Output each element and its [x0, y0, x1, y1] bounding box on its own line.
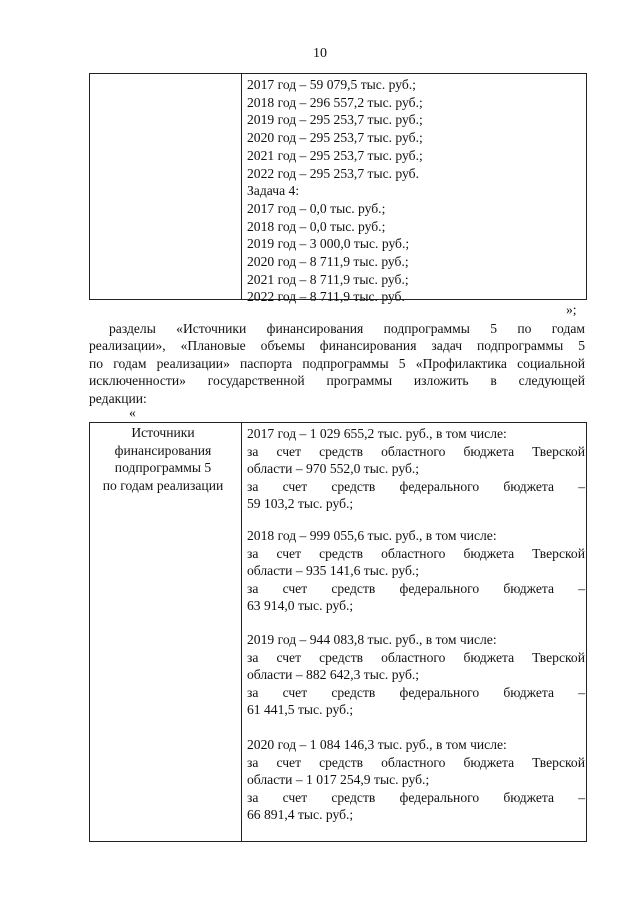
- federal-budget-amount: 66 891,4 тыс. руб.;: [247, 807, 354, 823]
- table-line: 2020 год – 8 711,9 тыс. руб.;: [247, 254, 409, 270]
- paragraph-line: разделы «Источники финансирования подпрограммы 5 по годам: [109, 321, 585, 336]
- table-line: 2021 год – 295 253,7 тыс. руб.;: [247, 147, 423, 163]
- table-line: 2022 год – 8 711,9 тыс. руб.: [247, 289, 405, 305]
- federal-budget-line: за счет средств федерального бюджета –: [247, 789, 585, 805]
- year-total: 2017 год – 1 029 655,2 тыс. руб., в том числе:: [247, 426, 507, 441]
- regional-budget-amount: области – 882 642,3 тыс. руб.;: [247, 667, 420, 683]
- paragraph-line: реализации», «Плановые объемы финансирования задач подпрограммы 5: [89, 338, 585, 354]
- year-block-2017: [247, 425, 585, 513]
- top-table-values: [247, 76, 423, 306]
- federal-budget-amount: 63 914,0 тыс. руб.;: [247, 598, 354, 614]
- body-paragraph: [89, 320, 585, 407]
- federal-budget-line: за счет средств федерального бюджета –: [247, 684, 585, 700]
- year-block-2020: [247, 736, 585, 824]
- table-line: 2021 год – 8 711,9 тыс. руб.;: [247, 271, 409, 287]
- year-total: 2018 год – 999 055,6 тыс. руб., в том числе:: [247, 528, 497, 543]
- year-total: 2019 год – 944 083,8 тыс. руб., в том числе:: [247, 632, 497, 647]
- table-line: 2018 год – 0,0 тыс. руб.;: [247, 218, 386, 234]
- regional-budget-amount: области – 935 141,6 тыс. руб.;: [247, 563, 420, 579]
- table-column-divider: [241, 423, 242, 841]
- table-line: 2017 год – 0,0 тыс. руб.;: [247, 200, 386, 216]
- opening-quote: «: [129, 405, 136, 420]
- label-line: финансирования: [114, 442, 212, 458]
- regional-budget-amount: области – 970 552,0 тыс. руб.;: [247, 461, 420, 477]
- regional-budget-line: за счет средств областного бюджета Тверской: [247, 443, 585, 459]
- federal-budget-amount: 59 103,2 тыс. руб.;: [247, 496, 354, 512]
- label-line: Источники: [131, 425, 195, 440]
- table-line: 2019 год – 3 000,0 тыс. руб.;: [247, 236, 410, 252]
- label-line: по годам реализации: [102, 478, 224, 494]
- closing-quote: »;: [566, 302, 577, 317]
- table-line: 2022 год – 295 253,7 тыс. руб.: [247, 165, 419, 181]
- federal-budget-line: за счет средств федерального бюджета –: [247, 580, 585, 596]
- table-line: 2018 год – 296 557,2 тыс. руб.;: [247, 94, 423, 110]
- regional-budget-amount: области – 1 017 254,9 тыс. руб.;: [247, 772, 430, 788]
- paragraph-line: исключенности» государственной программы изложить в следующей: [89, 373, 585, 389]
- paragraph-line: редакции:: [89, 390, 147, 406]
- paragraph-line: по годам реализации» паспорта подпрограммы 5 «Профилактика социальной: [89, 355, 585, 371]
- year-block-2019: [247, 631, 585, 719]
- task-heading: Задача 4:: [247, 183, 300, 199]
- table-column-divider: [241, 74, 242, 299]
- year-total: 2020 год – 1 084 146,3 тыс. руб., в том числе:: [247, 737, 507, 752]
- federal-budget-line: за счет средств федерального бюджета –: [247, 478, 585, 494]
- federal-budget-amount: 61 441,5 тыс. руб.;: [247, 702, 354, 718]
- label-line: подпрограммы 5: [114, 460, 212, 476]
- year-block-2018: [247, 527, 585, 615]
- regional-budget-line: за счет средств областного бюджета Тверской: [247, 754, 585, 770]
- regional-budget-line: за счет средств областного бюджета Тверской: [247, 649, 585, 665]
- table-line: 2017 год – 59 079,5 тыс. руб.;: [247, 77, 416, 92]
- regional-budget-line: за счет средств областного бюджета Тверской: [247, 545, 585, 561]
- table-line: 2020 год – 295 253,7 тыс. руб.;: [247, 130, 423, 146]
- table-line: 2019 год – 295 253,7 тыс. руб.;: [247, 112, 423, 128]
- page-number: 10: [313, 46, 327, 61]
- financing-sources-label: [89, 424, 237, 495]
